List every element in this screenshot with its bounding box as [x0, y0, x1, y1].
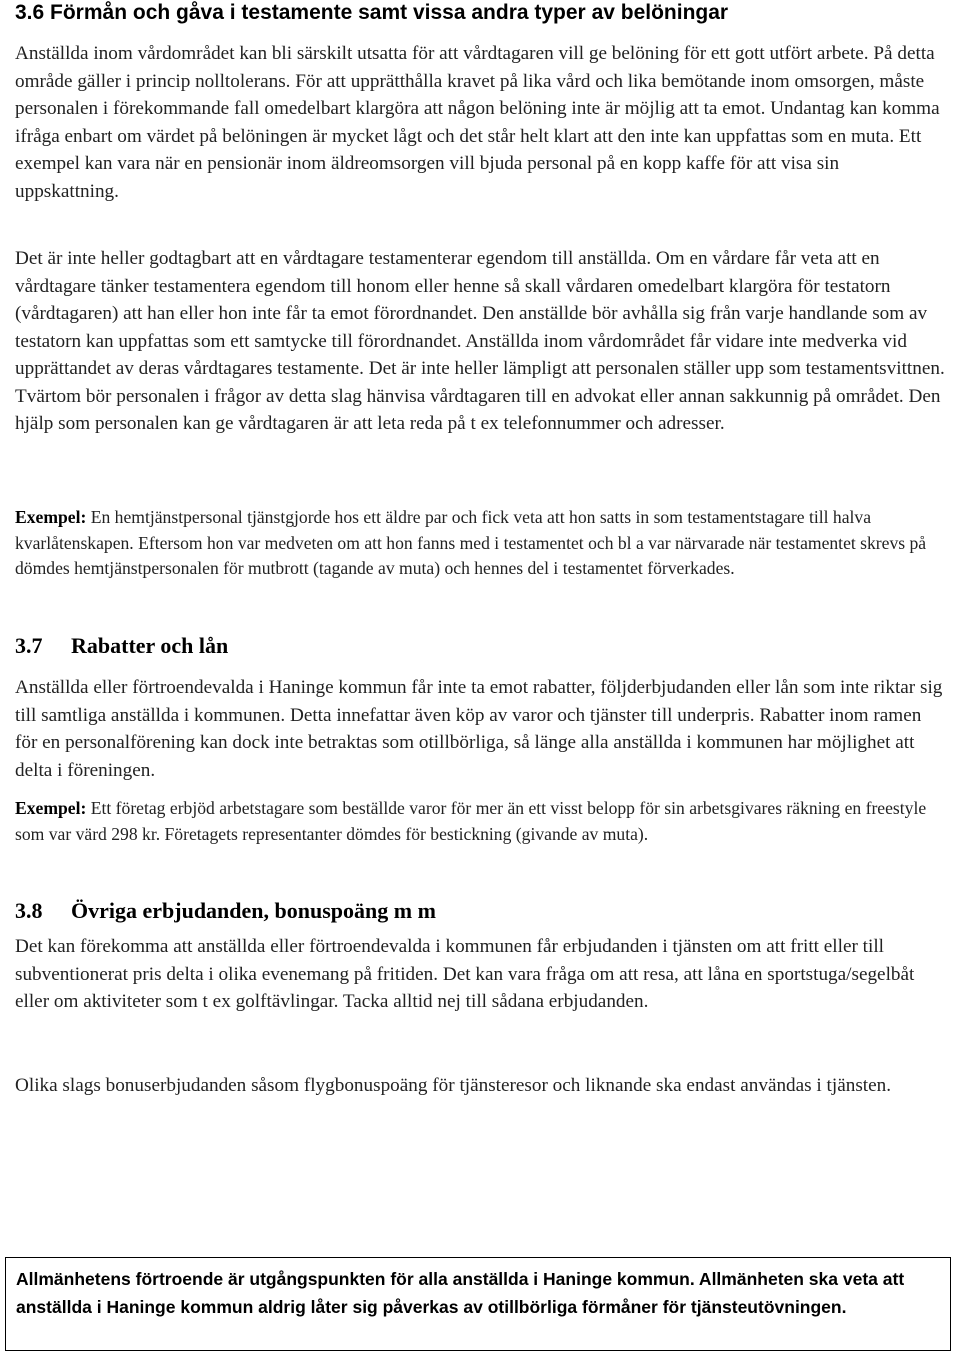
- section-3-8-paragraph-2: Olika slags bonuserbjudanden såsom flygbonuspoäng för tjänsteresor och liknande ska endast användas i tjänsten.: [15, 1075, 892, 1096]
- section-3-6-example: [15, 505, 945, 582]
- example-label: Exempel:: [15, 798, 87, 818]
- section-3-6-paragraph-2: Det är inte heller godtagbart att en vårdtagare testamenterar egendom till anställda. Om en vårdare får veta att en vårdtagare tänker testamentera egendom till honom eller henne så skall vårdaren omedelbart klargöra för testatorn (vårdtagaren) att han eller hon inte får ta emot förordnandet. Den anställde bör avhålla sig från varje handlande som av testatorn kan uppfattas som ett samtycke till förordnandet. Anställda inom vårdområdet får vidare inte medverka vid upprättandet av deras vårdtagares testamente. Det är inte heller lämpligt att personalen ställer upp som testamentsvittnen. Tvärtom bör personalen i frågor av detta slag hänvisa vårdtagaren till en advokat eller annan sakkunnig på området. Den hjälp som personalen kan ge vårdtagaren är att leta reda på t ex telefonnummer och adresser.: [15, 248, 945, 434]
- callout-text: Allmänhetens förtroende är utgångspunkten för alla anställda i Haninge kommun. Allmänheten ska veta att anställda i Haninge kommun aldrig låter sig påverkas av otillbörliga förmåner för tjänsteutövningen.: [16, 1269, 905, 1317]
- section-3-8-paragraph-1: Det kan förekomma att anställda eller förtroendevalda i kommunen får erbjudanden i tjänsten om att fritt eller till subventionerat pris delta i olika evenemang på fritiden. Det kan vara fråga om att resa, att låna en sportstuga/segelbåt eller om aktiviteter som t ex golftävlingar. Tacka alltid nej till sådana erbjudanden.: [15, 936, 915, 1012]
- section-title: Övriga erbjudanden, bonuspoäng m m: [71, 898, 436, 923]
- section-3-7-paragraph-1: Anställda eller förtroendevalda i Haninge kommun får inte ta emot rabatter, följderbjudanden eller lån som inte riktar sig till samtliga anställda i kommunen. Detta innefattar även köp av varor och tjänster till underpris. Rabatter inom ramen för en personalförening kan dock inte betraktas som otillbörliga, så länge alla anställda i kommunen har möjlighet att delta i föreningen.: [15, 677, 943, 781]
- example-text: En hemtjänstpersonal tjänstgjorde hos ett äldre par och fick veta att hon satts in som testamentstagare till halva kvarlåtenskapen. Eftersom hon var medveten om att hon fanns med i testamentet och bl a var närvarade när testamentet skrevs på dömdes hemtjänstpersonalen för mutbrott (tagande av muta) och hennes del i testamentet förverkades.: [15, 507, 927, 579]
- section-number: 3.7: [15, 633, 43, 658]
- example-label: Exempel:: [15, 507, 87, 527]
- section-3-7-example: [15, 796, 945, 847]
- section-title: Rabatter och lån: [71, 633, 229, 658]
- section-3-7-heading: [15, 632, 228, 660]
- section-number: 3.8: [15, 898, 43, 923]
- callout-box: [5, 1257, 951, 1351]
- section-3-8-heading: [15, 897, 436, 925]
- example-text: Ett företag erbjöd arbetstagare som beställde varor för mer än ett visst belopp för sin arbetsgivares räkning en freestyle som var värd 298 kr. Företagets representanter dömdes för bestickning (givande av muta).: [15, 798, 927, 844]
- section-3-6-paragraph-1: Anställda inom vårdområdet kan bli särskilt utsatta för att vårdtagaren vill ge belöning för ett gott utfört arbete. På detta område gäller i princip nolltolerans. För att upprätthålla kravet på lika vård och lika bemötande inom omsorgen, måste personalen i förekommande fall omedelbart klargöra att någon belöning inte är möjlig att ta emot. Undantag kan komma ifråga enbart om värdet på belöningen är mycket lågt och det står helt klart att den inte kan uppfattas som en muta. Ett exempel kan vara när en pensionär inom äldreomsorgen vill bjuda personal på en kopp kaffe för att visa sin uppskattning.: [15, 43, 940, 202]
- section-3-6-heading: 3.6 Förmån och gåva i testamente samt vissa andra typer av belöningar: [15, 1, 729, 24]
